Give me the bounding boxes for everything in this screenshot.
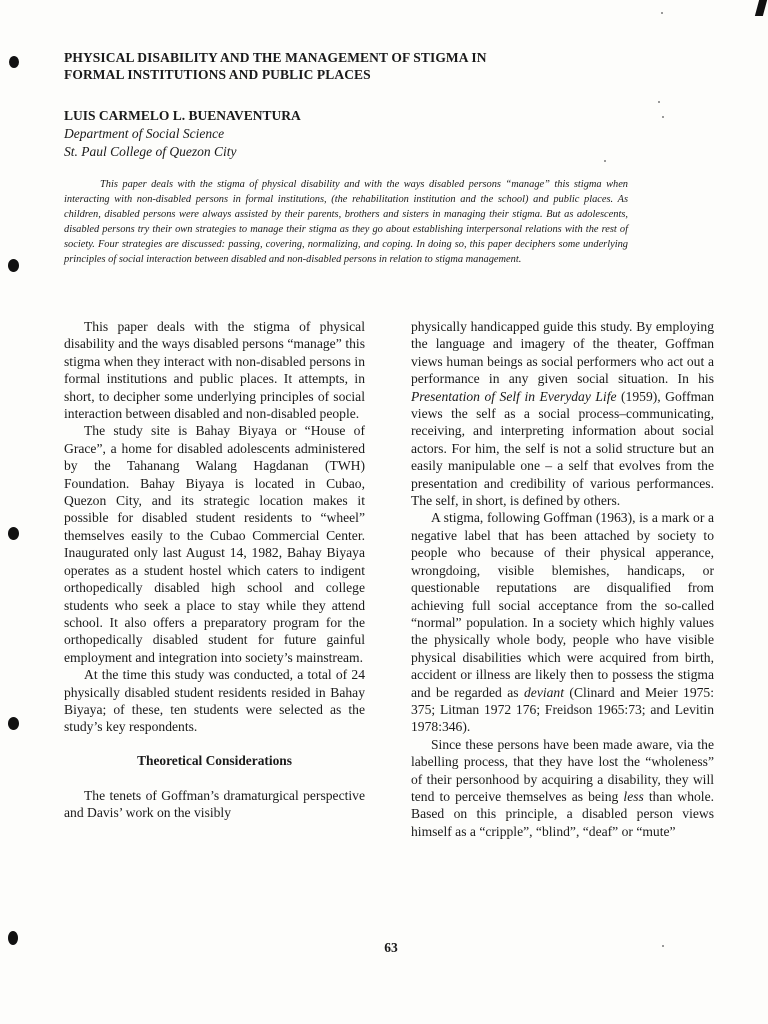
emphasis: less (623, 788, 644, 804)
right-column (411, 318, 714, 840)
section-heading: Theoretical Considerations (137, 752, 292, 768)
paper-title: PHYSICAL DISABILITY AND THE MANAGEMENT OF STIGMA IN FORMAL INSTITUTIONS AND PUBLIC PLACES (64, 50, 487, 82)
text-run: physically handicapped guide this study. By employing the language and imagery of the theater, Goffman views human beings as social performers who act out a performance in any given social situation. In his (411, 319, 714, 387)
binding-hole-mark (8, 527, 19, 540)
left-column (64, 318, 365, 822)
scan-speck (662, 945, 664, 947)
binding-hole-mark (8, 259, 19, 272)
text-run: (Clinard and Meier 1975: 375; Litman 1972 176; Freidson 1965:73; and Levitin 1978:346). (411, 684, 714, 735)
scan-speck (604, 160, 606, 162)
binding-hole-mark (9, 56, 19, 68)
body-paragraph: The tenets of Goffman’s dramaturgical perspective and Davis’ work on the visibly (64, 787, 365, 821)
body-paragraph-continued (411, 318, 714, 509)
text-run: Since these persons have been made aware, via the labelling process, that they have lost the “wholeness” of their personhood by acquiring a disability, they will tend to perceive themselves as being (411, 736, 714, 804)
text-run: A stigma, following Goffman (1963), is a mark or a negative label that has been attached by society to people who because of their physical apperance, wrongdoing, visible blemishes, handicaps, or questionable reputations are disqualified from achieving full social acceptance from the so-called “normal” population. In a society which highly values the physically whole body, people who have visible physical disabilities which were acquired from birth, accident or illness are likely then to possess the stigma and be regarded as (411, 510, 714, 700)
author-block (64, 107, 464, 161)
body-paragraph: This paper deals with the stigma of physical disability and the ways disabled persons “manage” this stigma when they interact with non-disabled persons in formal institutions and public places. It attempts, in short, to decipher some underlying principles of social interaction between disabled and non-disabled people. (64, 319, 365, 422)
author-department: Department of Social Science (64, 126, 225, 141)
body-paragraph (411, 736, 714, 840)
scan-speck (658, 101, 660, 103)
author-name: LUIS CARMELO L. BUENAVENTURA (64, 108, 301, 123)
binding-hole-mark (8, 931, 18, 945)
text-run: than whole. Based on this principle, a disabled person views himself as a “cripple”, “blind”, “deaf” or “mute” (411, 788, 714, 839)
abstract: This paper deals with the stigma of physical disability and with the ways disabled persons “manage” this stigma when interacting with non-disabled persons in formal institutions, (the rehabilitation institution and the school) and public places. As children, disabled persons were always assisted by their parents, brothers and sisters in managing their stigma. But as adolescents, disabled persons try their own strategies to manage their stigma as they go about establishing interpersonal relations with the rest of society. Four strategies are discussed: passing, covering, normalizing, and coping. In doing so, this paper deciphers some underlying principles of social interaction between disabled and non-disabled persons in relation to stigma management. (64, 179, 628, 265)
page-number: 63 (384, 940, 398, 955)
corner-scan-mark (755, 0, 767, 16)
body-paragraph: The study site is Bahay Biyaya or “House of Grace”, a home for disabled adolescents administered by the Tahanang Walang Hagdanan (TWH) Foundation. Bahay Biyaya is located in Cubao, Quezon City, and its strategic location makes it possible for disabled student residents to “wheel” themselves easily to the Cubao Commercial Center. Inaugurated only last August 14, 1982, Bahay Biyaya operates as a student hostel which caters to indigent orthopedically disabled high school and college students who seek a place to stay while they attend school. It also offers a preparatory program for the orthopedically disabled student for future gainful employment and integration into society’s mainstream. (64, 423, 365, 665)
emphasis: deviant (523, 684, 564, 700)
book-title: Presentation of Self in Everyday Life (411, 388, 617, 404)
body-paragraph (411, 509, 714, 735)
text-run: (1959), Goffman views the self as a social process–communicating, receiving, and interpreting information about social actors. For him, the self is not a solid structure but an easily manipulable one – a self that evolves from the presentation and credibility of various performances. The self, in short, is defined by others. (411, 388, 714, 509)
body-paragraph: At the time this study was conducted, a total of 24 physically disabled student residents resided in Bahay Biyaya; of these, ten students were selected as the study’s key respondents. (64, 667, 365, 735)
author-college: St. Paul College of Quezon City (64, 144, 237, 159)
binding-hole-mark (8, 717, 19, 730)
scan-speck (661, 12, 663, 14)
scan-speck (662, 116, 664, 118)
